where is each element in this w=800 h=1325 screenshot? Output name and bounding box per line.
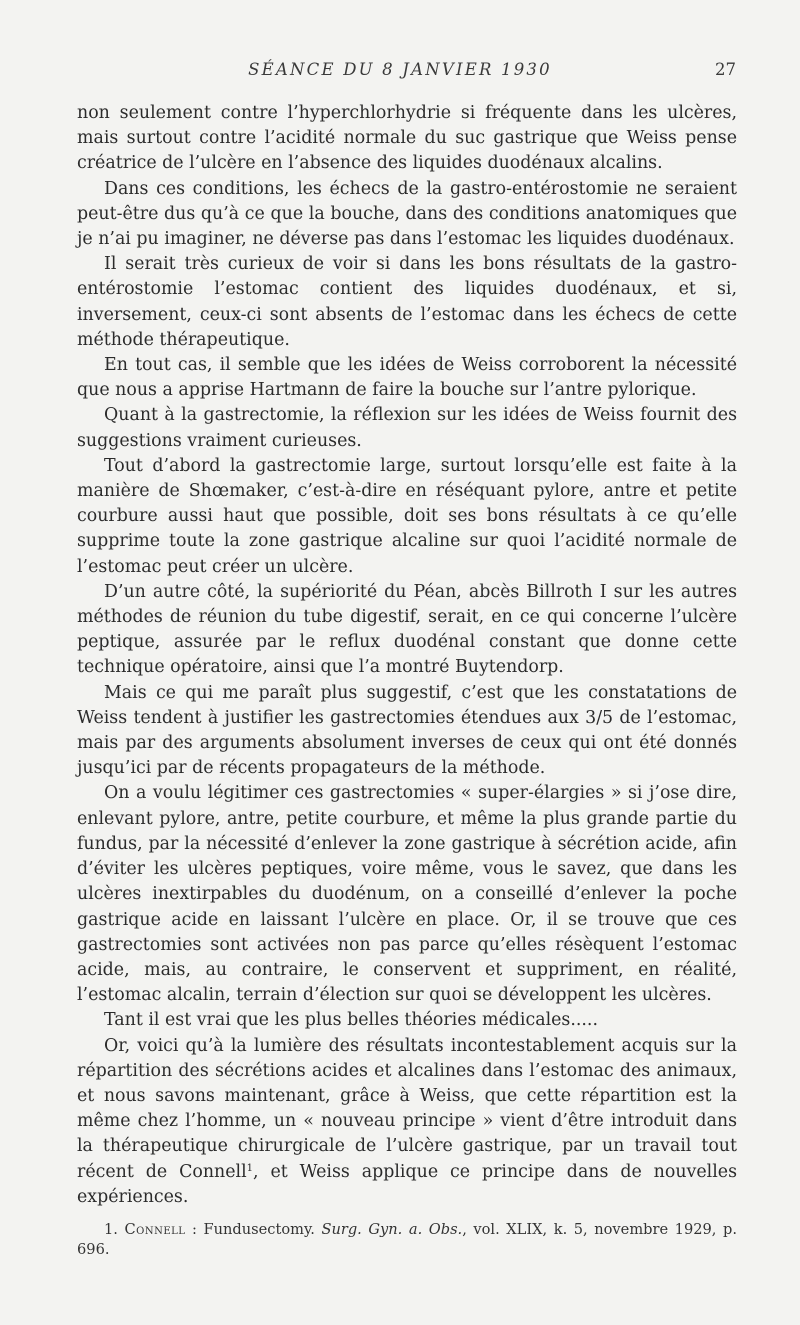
paragraph: non seulement contre l’hyperchlorhydrie si fréquente dans les ulcères, mais surtout contre l’acidité normale du suc gastrique que Weiss pense créatrice de l’ulcère en l’absence des liquides duodénaux alcalins. <box>77 103 737 174</box>
footnote-title: : Fundusectomy. <box>185 1221 322 1238</box>
footnote-details: , vol. XLIX, k. 5, novembre 1929, p. 696. <box>77 1221 737 1258</box>
body-text <box>77 101 737 1210</box>
paragraph: Dans ces conditions, les échecs de la gastro-entérostomie ne seraient peut-être dus qu’à ce que la bouche, dans des conditions anatomiques que je n’ai pu imaginer, ne déverse pas dans l’estomac les liquides duodénaux. <box>77 178 737 250</box>
page-number: 27 <box>715 60 736 79</box>
paragraph: Quant à la gastrectomie, la réflexion sur les idées de Weiss fournit des suggestions vraiment curieuses. <box>77 405 737 451</box>
paragraph: On a voulu légitimer ces gastrectomies « super-élargies » si j’ose dire, enlevant pylore, antre, petite courbure, et même la plus grande partie du fundus, par la nécessité d’enlever la zone gastrique à sécrétion acide, afin d’éviter les ulcères peptiques, voire même, vous le savez, que dans les ulcères inextirpables du duodénum, on a conseillé d’enlever la poche gastrique acide en laissant l’ulcère en place. Or, il se trouve que ces gastrectomies sont activées non pas parce qu’elles résèquent l’estomac acide, mais, au contraire, le conservent et suppriment, en réalité, l’estomac alcalin, terrain d’élection sur quoi se développent les ulcères. <box>77 783 737 1006</box>
paragraph: En tout cas, il semble que les idées de Weiss corroborent la nécessité que nous a apprise Hartmann de faire la bouche sur l’antre pylorique. <box>77 355 737 401</box>
footnote <box>77 1220 737 1260</box>
running-title: SÉANCE DU 8 JANVIER 1930 <box>248 60 552 79</box>
footnote-journal: Surg. Gyn. a. Obs. <box>321 1221 463 1238</box>
footnote-reference: 1 <box>246 1162 254 1174</box>
paragraph-text-after: , et Weiss applique ce principe dans de nouvelles expériences. <box>77 1161 737 1207</box>
footnote-author: Connell <box>124 1221 186 1238</box>
paragraph-text: Or, voici qu’à la lumière des résultats incontestablement acquis sur la répartition des sécrétions acides et alcalines dans l’estomac des animaux, et nous savons maintenant, grâce à Weiss, que cette répartition est la même chez l’homme, un « nouveau principe » vient d’être introduit dans la thérapeutique chirurgicale de l’ulcère gastrique, par un travail tout récent de Connell <box>77 1035 737 1182</box>
paragraph: D’un autre côté, la supériorité du Péan, abcès Billroth I sur les autres méthodes de réunion du tube digestif, serait, en ce qui concerne l’ulcère peptique, assurée par le reflux duodénal constant que donne cette technique opératoire, ainsi que l’a montré Buytendorp. <box>77 581 737 678</box>
footnote-number: 1. <box>104 1221 118 1238</box>
paragraph: Tant il est vrai que les plus belles théories médicales..... <box>104 1010 598 1031</box>
paragraph: Il serait très curieux de voir si dans les bons résultats de la gastro-entérostomie l’estomac contient des liquides duodénaux, et si, inversement, ceux-ci sont absents de l’estomac dans les échecs de cette méthode thérapeutique. <box>77 254 737 350</box>
paragraph: Tout d’abord la gastrectomie large, surtout lorsqu’elle est faite à la manière de Shœmaker, c’est-à-dire en réséquant pylore, antre et petite courbure aussi haut que possible, doit ses bons résultats à ce qu’elle supprime toute la zone gastrique alcaline sur quoi l’acidité normale de l’estomac peut créer un ulcère. <box>77 455 737 577</box>
running-head <box>0 60 800 84</box>
paragraph-with-footnote <box>77 1034 737 1210</box>
paragraph: Mais ce qui me paraît plus suggestif, c’est que les constatations de Weiss tendent à justifier les gastrectomies étendues aux 3/5 de l’estomac, mais par des arguments absolument inverses de ceux qui ont été donnés jusqu’ici par de récents propagateurs de la méthode. <box>77 682 737 779</box>
